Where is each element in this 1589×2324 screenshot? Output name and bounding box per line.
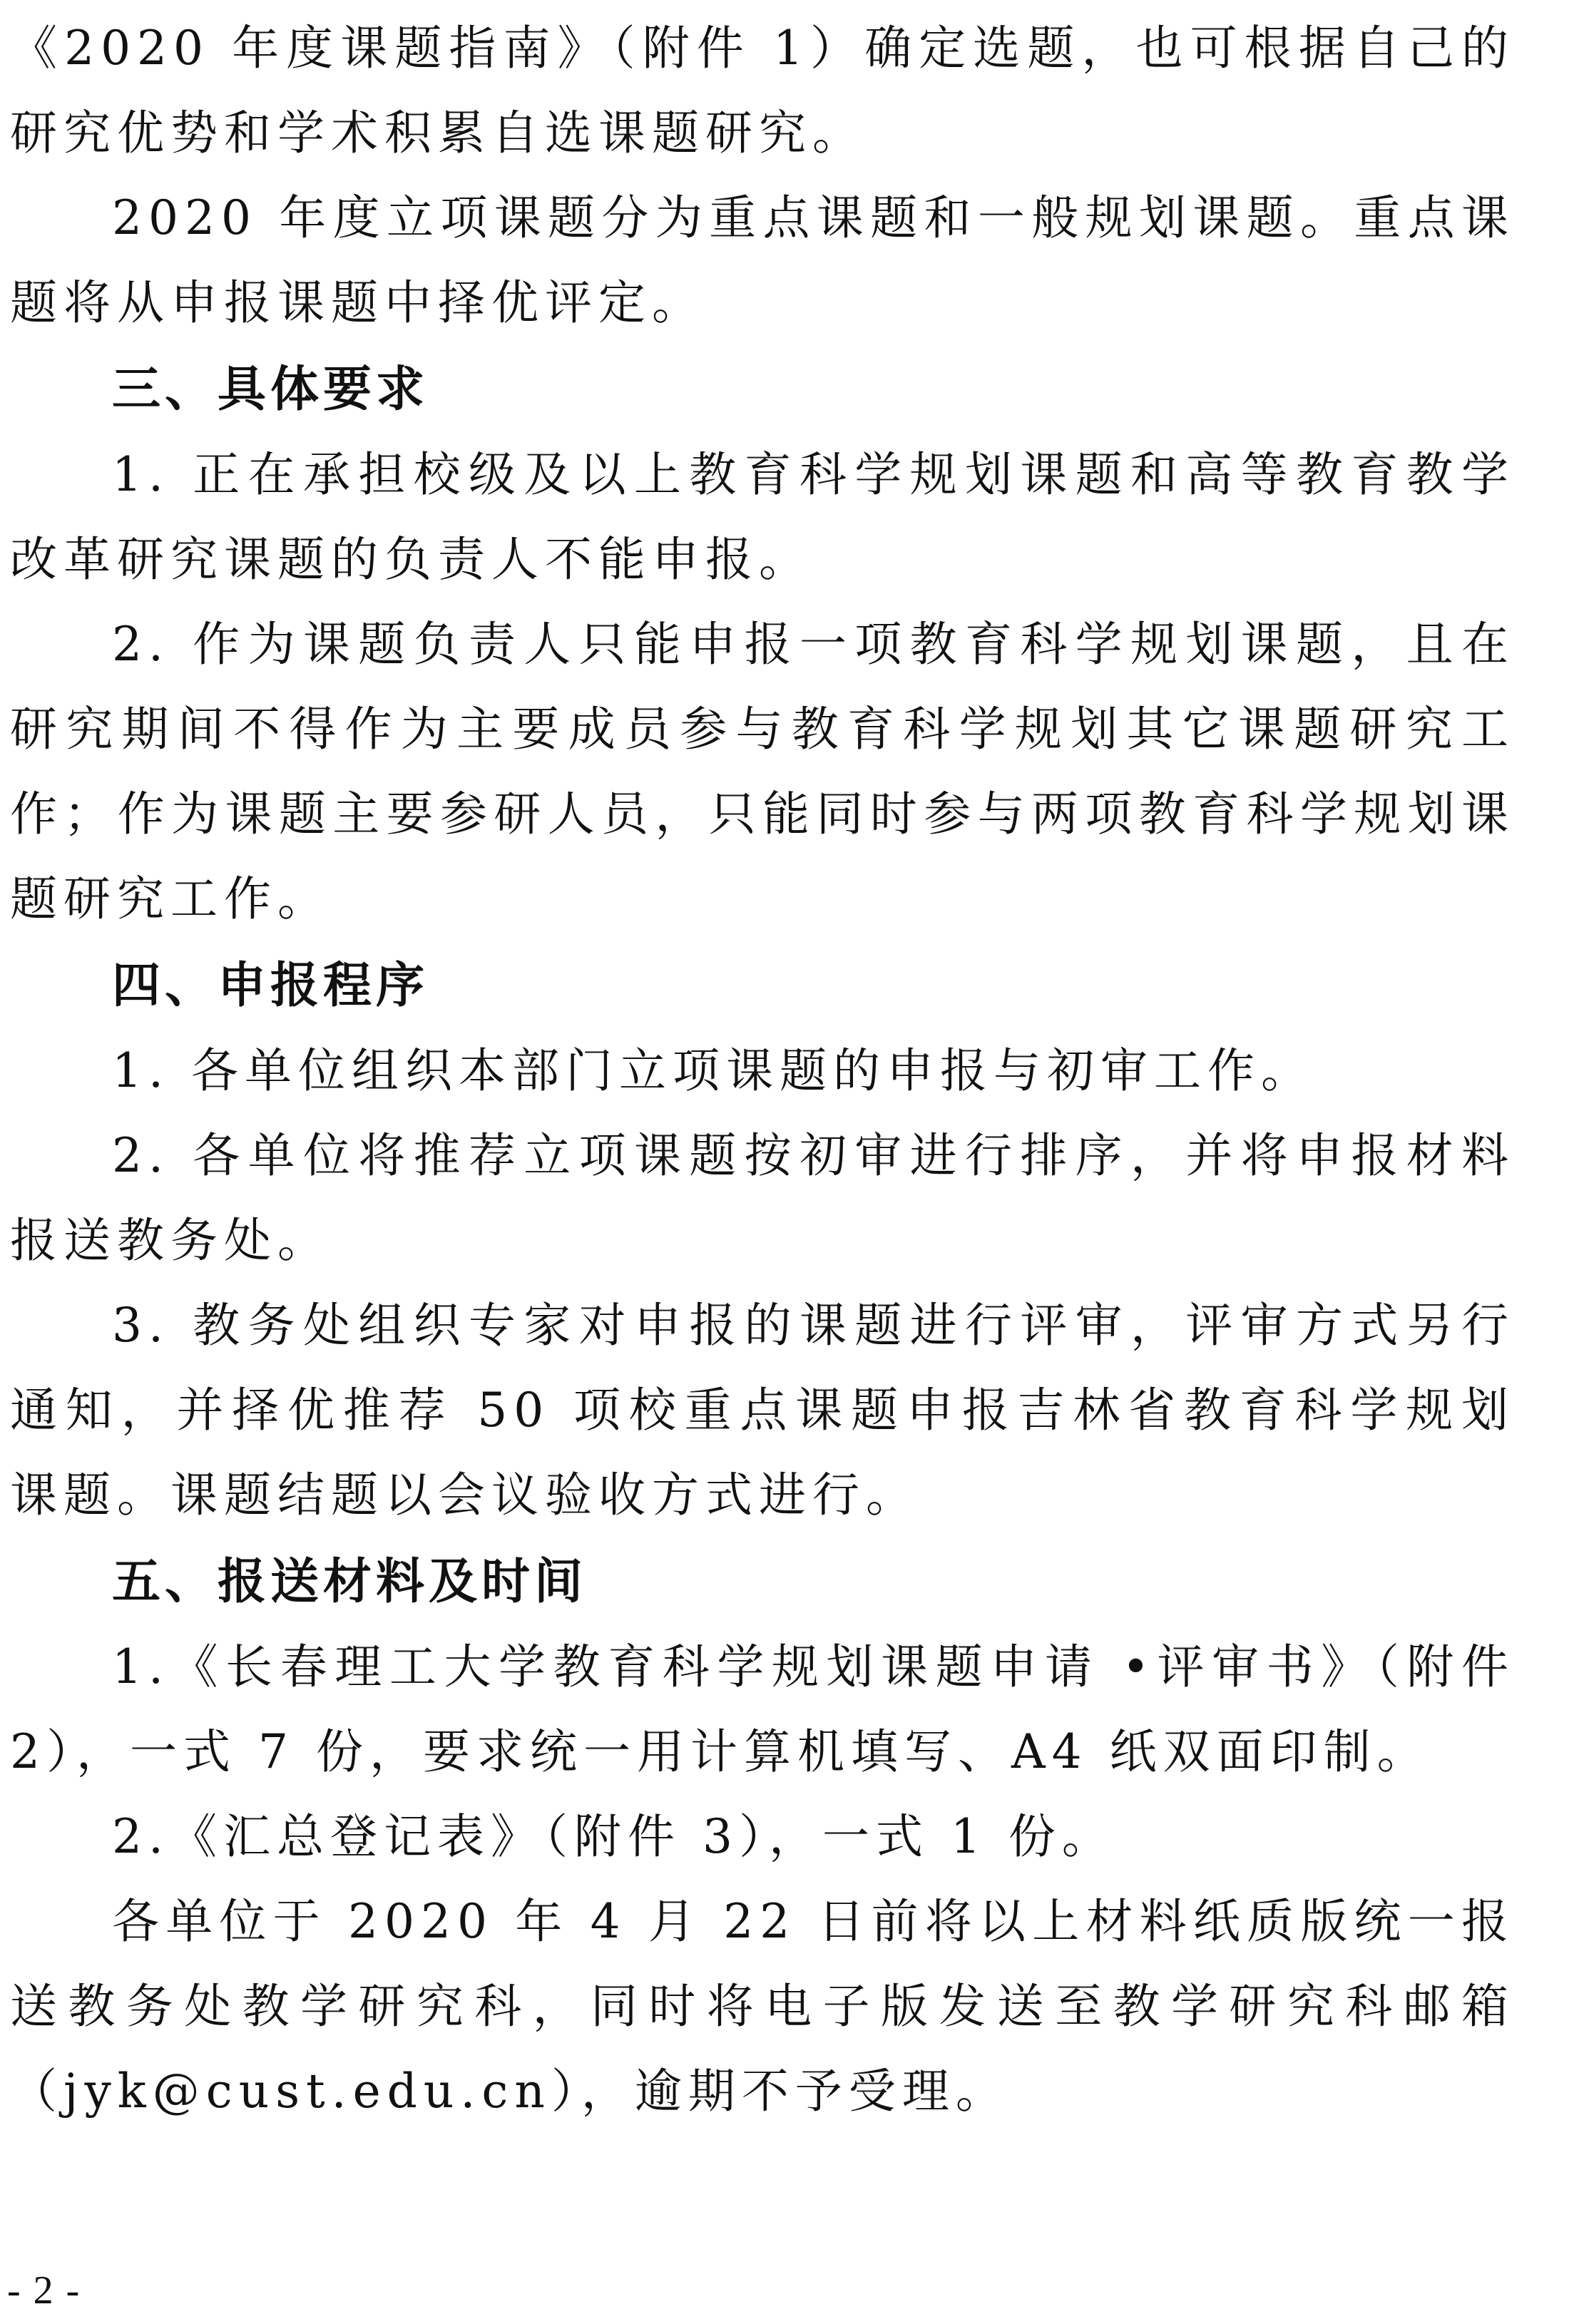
materials-item-1: 1.《长春理工大学教育科学规划课题申请 •评审书》（附件 2），一式 7 份，要求统一用计算机填写、A4 纸双面印制。 [10,1639,1515,1779]
requirement-item-1: 1. 正在承担校级及以上教育科学规划课题和高等教育教学改革研究课题的负责人不能申报。 [10,447,1515,587]
materials-item-2: 2.《汇总登记表》（附件 3），一式 1 份。 [112,1809,1115,1864]
document-body [10,6,1515,2134]
section-heading-requirements: 三、具体要求 [112,362,429,418]
procedure-item-3: 3. 教务处组织专家对申报的课题进行评审，评审方式另行通知，并择优推荐 50 项校重点课题申报吉林省教育科学规划课题。课题结题以会议验收方式进行。 [10,1298,1515,1522]
paragraph-topic-selection: 《2020 年度课题指南》（附件 1）确定选题，也可根据自己的研究优势和学术积累自选课题研究。 [10,21,1515,160]
section-heading-materials: 五、报送材料及时间 [112,1554,588,1610]
section-heading-procedure: 四、申报程序 [112,958,429,1014]
submission-deadline-paragraph: 各单位于 2020 年 4 月 22 日前将以上材料纸质版统一报送教务处教学研究科，同时将电子版发送至教学研究科邮箱（jyk@cust.edu.cn），逾期不予受理。 [10,1894,1515,2119]
paragraph-project-types: 2020 年度立项课题分为重点课题和一般规划课题。重点课题将从申报课题中择优评定。 [10,190,1515,330]
procedure-item-2: 2. 各单位将推荐立项课题按初审进行排序，并将申报材料报送教务处。 [10,1128,1515,1268]
requirement-item-2: 2. 作为课题负责人只能申报一项教育科学规划课题，且在研究期间不得作为主要成员参与教育科学规划其它课题研究工作；作为课题主要参研人员，只能同时参与两项教育科学规划课题研究工作。 [10,617,1515,926]
page-number: - 2 - [7,2268,81,2313]
procedure-item-1: 1. 各单位组织本部门立项课题的申报与初审工作。 [112,1043,1314,1098]
